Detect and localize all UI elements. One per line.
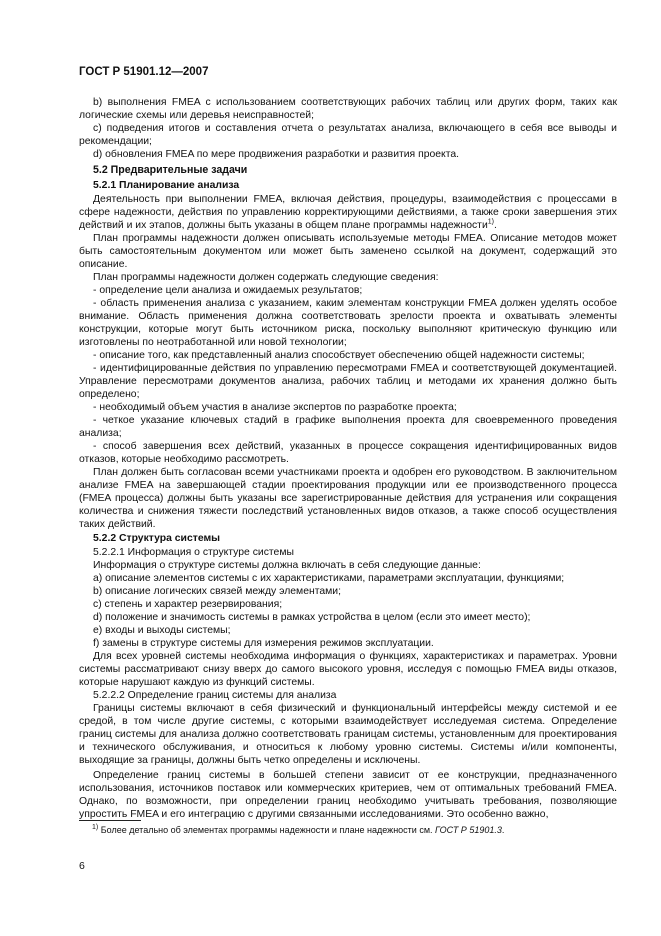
structure-item: e) входы и выходы системы; <box>93 625 231 636</box>
structure-item: a) описание элементов системы с их характеристиками, параметрами эксплуатации, функциями; <box>93 573 565 584</box>
planning-paragraph-4: План должен быть согласован всеми участниками проекта и одобрен его руководством. В заключительном анализе FMEA на завершающей стадии проектирования продукции или ее производственного процесса (FMEA процесса) должны быть указаны все зарегистрированные действия для устранения или сокращения количества и снижения тяжести последствий установленных видов отказов, а также способ осуществления таких действий. <box>79 467 617 530</box>
plan-item: - идентифицированные действия по управлению пересмотрами FMEA и соответствующей документацией. Управление пересмотрами документов анализа, рабочих таблиц и методами их хранения должно быть определено; <box>79 363 617 400</box>
page-body <box>79 96 617 821</box>
boundary-paragraph-1: Границы системы включают в себя физический и функциональный интерфейсы между системой и ее средой, в том числе другие системы, с которыми взаимодействует исследуемая система. Определение границ системы для анализа должно соответствовать границам системы, установленным для проектирования и технического обслуживания, и относиться к любому уровню системы. Системы и/или компоненты, выходящие за границы, должны быть четко определены и исключены. <box>79 703 617 766</box>
structure-paragraph: Для всех уровней системы необходима информация о функциях, характеристиках и параметрах. Уровни системы рассматривают снизу вверх до самого высокого уровня, исследуя с помощью FMEA виды отказов, которые нарушают каждую из функций системы. <box>79 651 617 688</box>
list-item-c: c) подведения итогов и составления отчета о результатах анализа, включающего в себя все выводы и рекомендации; <box>79 123 617 147</box>
footnote-marker: 1) <box>92 824 99 831</box>
footnote-divider <box>79 820 141 821</box>
list-item-d: d) обновления FMEA по мере продвижения разработки и развития проекта. <box>93 149 460 160</box>
section-5-2-title: 5.2 Предварительные задачи <box>93 164 248 176</box>
document-header: ГОСТ Р 51901.12—2007 <box>79 66 209 78</box>
plan-item: - четкое указание ключевых стадий в графике выполнения проекта для своевременного проведения анализа; <box>79 415 617 439</box>
footnote: $^{1)}$ Более детально об элементах программы надежности и плане надежности см. ГОСТ Р 51901.3. <box>92 824 505 835</box>
footnote-ref: 1) <box>487 218 494 226</box>
plan-item: - необходимый объем участия в анализе экспертов по разработке проекта; <box>93 402 457 413</box>
section-5-2-2-title: 5.2.2 Структура системы <box>93 533 221 544</box>
structure-item: d) положение и значимость системы в рамках устройства в целом (если это имеет место); <box>93 612 531 623</box>
boundary-paragraph-2: Определение границ системы в большей степени зависит от ее конструкции, предназначенного использования, источников поставок или коммерческих критериев, чем от оптимальных требований FMEA. Однако, по возможности, при определении границ необходимо учитывать требования, позволяющие упростить FMEA и его интеграцию с другими связанными исследованиями. Это особенно важно, <box>79 770 617 820</box>
structure-item: b) описание логических связей между элементами; <box>93 586 341 597</box>
planning-paragraph-1: Деятельность при выполнении FMEA, включая действия, процедуры, взаимодействия с процессами в сфере надежности, действия по управлению корректирующими действиями, а также сроки завершения этих действий и их этапов, должны быть указаны в общем плане программы надежности$^{1)}$. <box>79 194 617 231</box>
planning-paragraph-3: План программы надежности должен содержать следующие сведения: <box>93 272 439 283</box>
plan-item: - описание того, как представленный анализ способствует обеспечению общей надежности системы; <box>93 350 585 361</box>
section-5-2-2-2-title: 5.2.2.2 Определение границ системы для анализа <box>93 690 337 701</box>
footnote-reference: ГОСТ Р 51901.3 <box>435 825 502 835</box>
page-number: 6 <box>79 860 85 872</box>
structure-intro: Информация о структуре системы должна включать в себя следующие данные: <box>93 560 481 571</box>
structure-item: f) замены в структуре системы для измерения режимов эксплуатации. <box>93 638 434 649</box>
structure-item: c) степень и характер резервирования; <box>93 599 283 610</box>
plan-item: - способ завершения всех действий, указанных в процессе сокращения идентифицированных видов отказов, которые необходимо рассмотреть. <box>79 441 617 465</box>
plan-item: - область применения анализа с указанием, каким элементам конструкции FMEA должен уделять особое внимание. Область применения должна соответствовать зрелости проекта и охватывать элементы конструкции, которые могут быть источником риска, поскольку выполняют критическую функцию или изготовлены по неотработанной или новой технологии; <box>79 298 617 348</box>
section-5-2-1-title: 5.2.1 Планирование анализа <box>93 180 240 191</box>
planning-paragraph-2: План программы надежности должен описывать используемые методы FMEA. Описание методов может быть самостоятельным документом или может быть заменено ссылкой на документ, содержащий это описание. <box>79 233 617 270</box>
section-5-2-2-1-title: 5.2.2.1 Информация о структуре системы <box>93 547 294 558</box>
list-item-b: b) выполнения FMEA с использованием соответствующих рабочих таблиц или других форм, таких как логические схемы или деревья неисправностей; <box>79 97 617 121</box>
plan-item: - определение цели анализа и ожидаемых результатов; <box>93 285 363 296</box>
